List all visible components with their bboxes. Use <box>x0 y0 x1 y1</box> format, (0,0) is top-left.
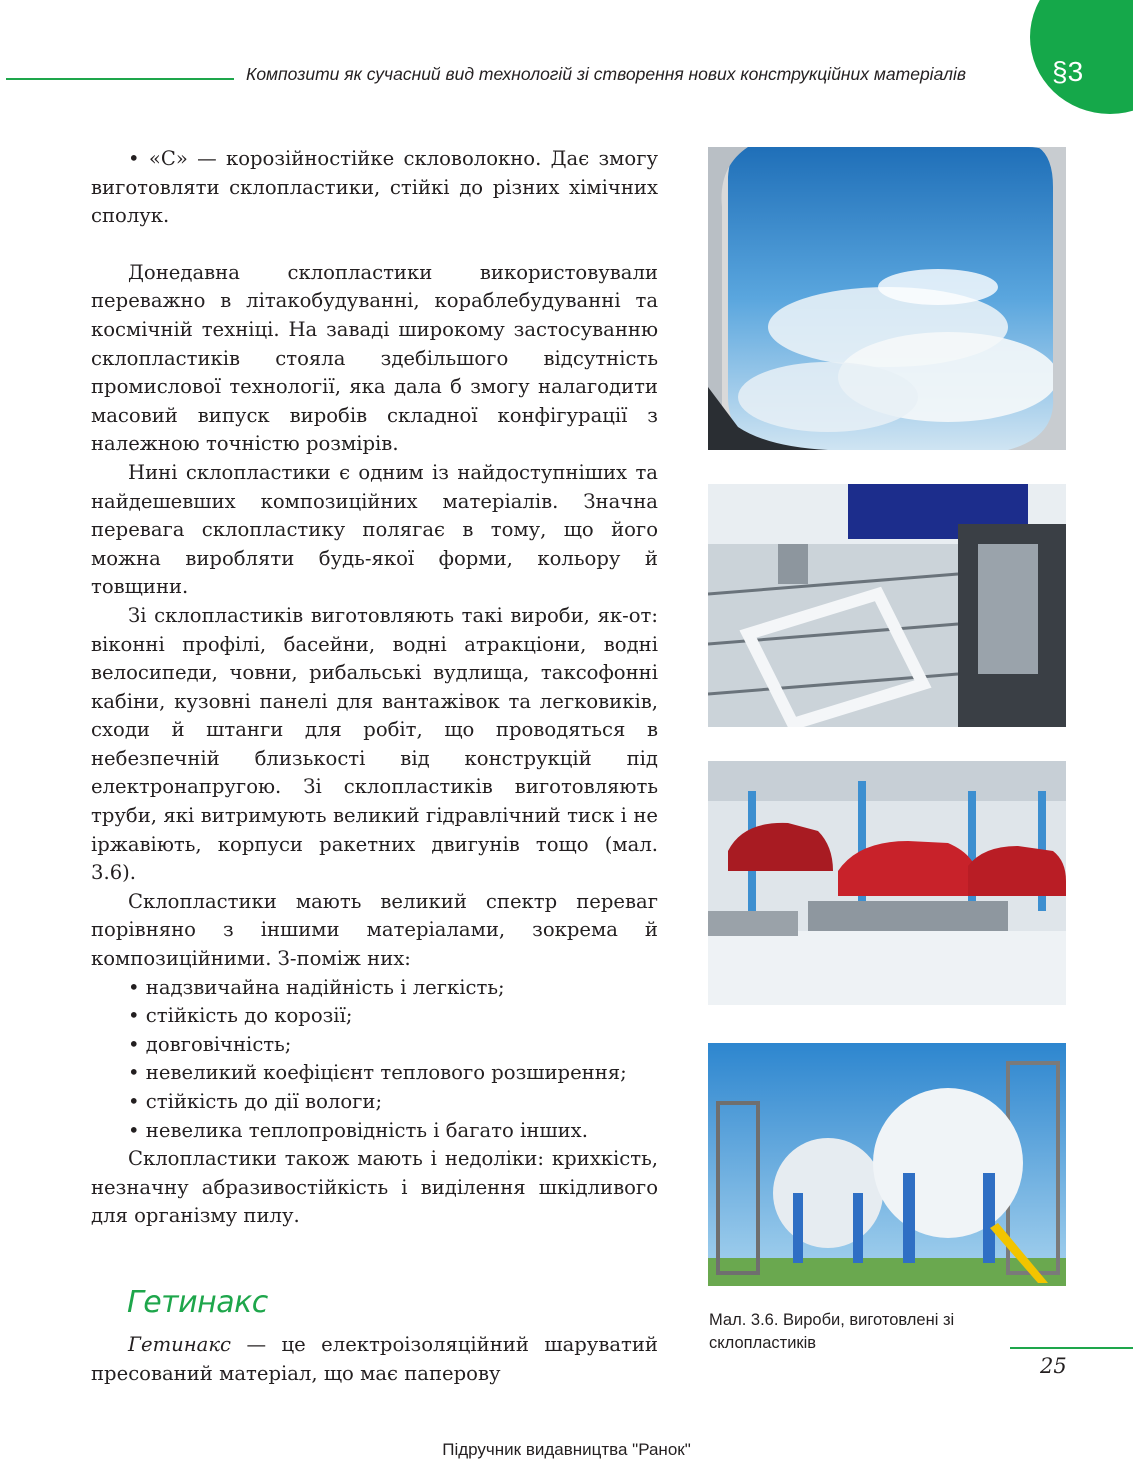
paragraph: Донедавна склопластики використовували переважно в літакобудуванні, кораблебудуванні та космічній техніці. На заваді широкому застосуванню склопластиків стояла здебільшого відсутність промислової технології, яка дала б змогу налагодити масовий випуск виробів складної конфігурації з належною точністю розмірів. <box>91 260 658 456</box>
list-item: • невелика теплопровідність і багато інших. <box>128 1118 588 1142</box>
paragraph: • «С» — корозійностійке скловолокно. Дає змогу виготовляти склопластики, стійкі до різних хімічних сполук. <box>91 147 658 228</box>
list-item: • надзвичайна надійність і легкість; <box>128 975 505 999</box>
header-rule <box>6 78 234 80</box>
running-header: Композити як сучасний вид технологій зі створення нових конструкційних матеріалів <box>246 64 966 84</box>
list-item: • стійкість до корозії; <box>128 1004 353 1028</box>
paragraph: Зі склопластиків виготовляють такі вироби, як-от: віконні профілі, басейни, водні атракціони, водні велосипеди, човни, рибальські вудлища, таксофонні кабіни, кузовні панелі для вантажівок та легковиків, сходи й штанги для робіт, що проводяться в небезпечній близькості від конструкцій під електронапругою. Зі склопластиків виготовляють труби, які витримують великий гідравлічний тиск і не іржавіють, корпуси ракетних двигунів тощо (мал. 3.6). <box>91 603 658 885</box>
main-text <box>91 145 658 1388</box>
paragraph: Склопластики мають великий спектр переваг порівняно з іншими матеріалами, зокрема й композиційними. З-поміж них: <box>91 889 658 971</box>
list-item: • невеликий коефіцієнт теплового розширення; <box>128 1061 627 1085</box>
section-number: §3 <box>1052 56 1084 87</box>
list-item: • довговічність; <box>128 1032 292 1056</box>
window-frame-production-photo <box>708 484 1066 727</box>
publisher-note: Підручник видавництва "Ранок" <box>442 1440 691 1459</box>
page-number: 25 <box>1040 1354 1067 1378</box>
figure-caption: Мал. 3.6. Вироби, виготовлені зі склопластиків <box>709 1311 955 1352</box>
section-heading: Гетинакс <box>127 1284 268 1320</box>
paragraph: Нині склопластики є одним із найдоступніших та найдешевших композиційних матеріалів. Значна перевага склопластику полягає в тому, що його можна виробляти будь-якої форми, кольору й товщини. <box>91 460 658 599</box>
term: Гетинакс <box>128 1332 232 1356</box>
footer-rule <box>1010 1347 1133 1349</box>
definition-text: — це електроізоляційний шаруватий пресований матеріал, що має паперову <box>91 1332 658 1385</box>
paragraph: Склопластики також мають і недоліки: крихкість, незначну абразивостійкість і виділення шкідливого для організму пилу. <box>91 1147 658 1228</box>
list-item: • стійкість до дії вологи; <box>128 1090 383 1113</box>
car-assembly-line-photo <box>708 761 1066 1005</box>
spherical-tanks-photo <box>708 1043 1066 1286</box>
airplane-window-photo <box>708 147 1066 450</box>
paragraph <box>91 1331 658 1388</box>
